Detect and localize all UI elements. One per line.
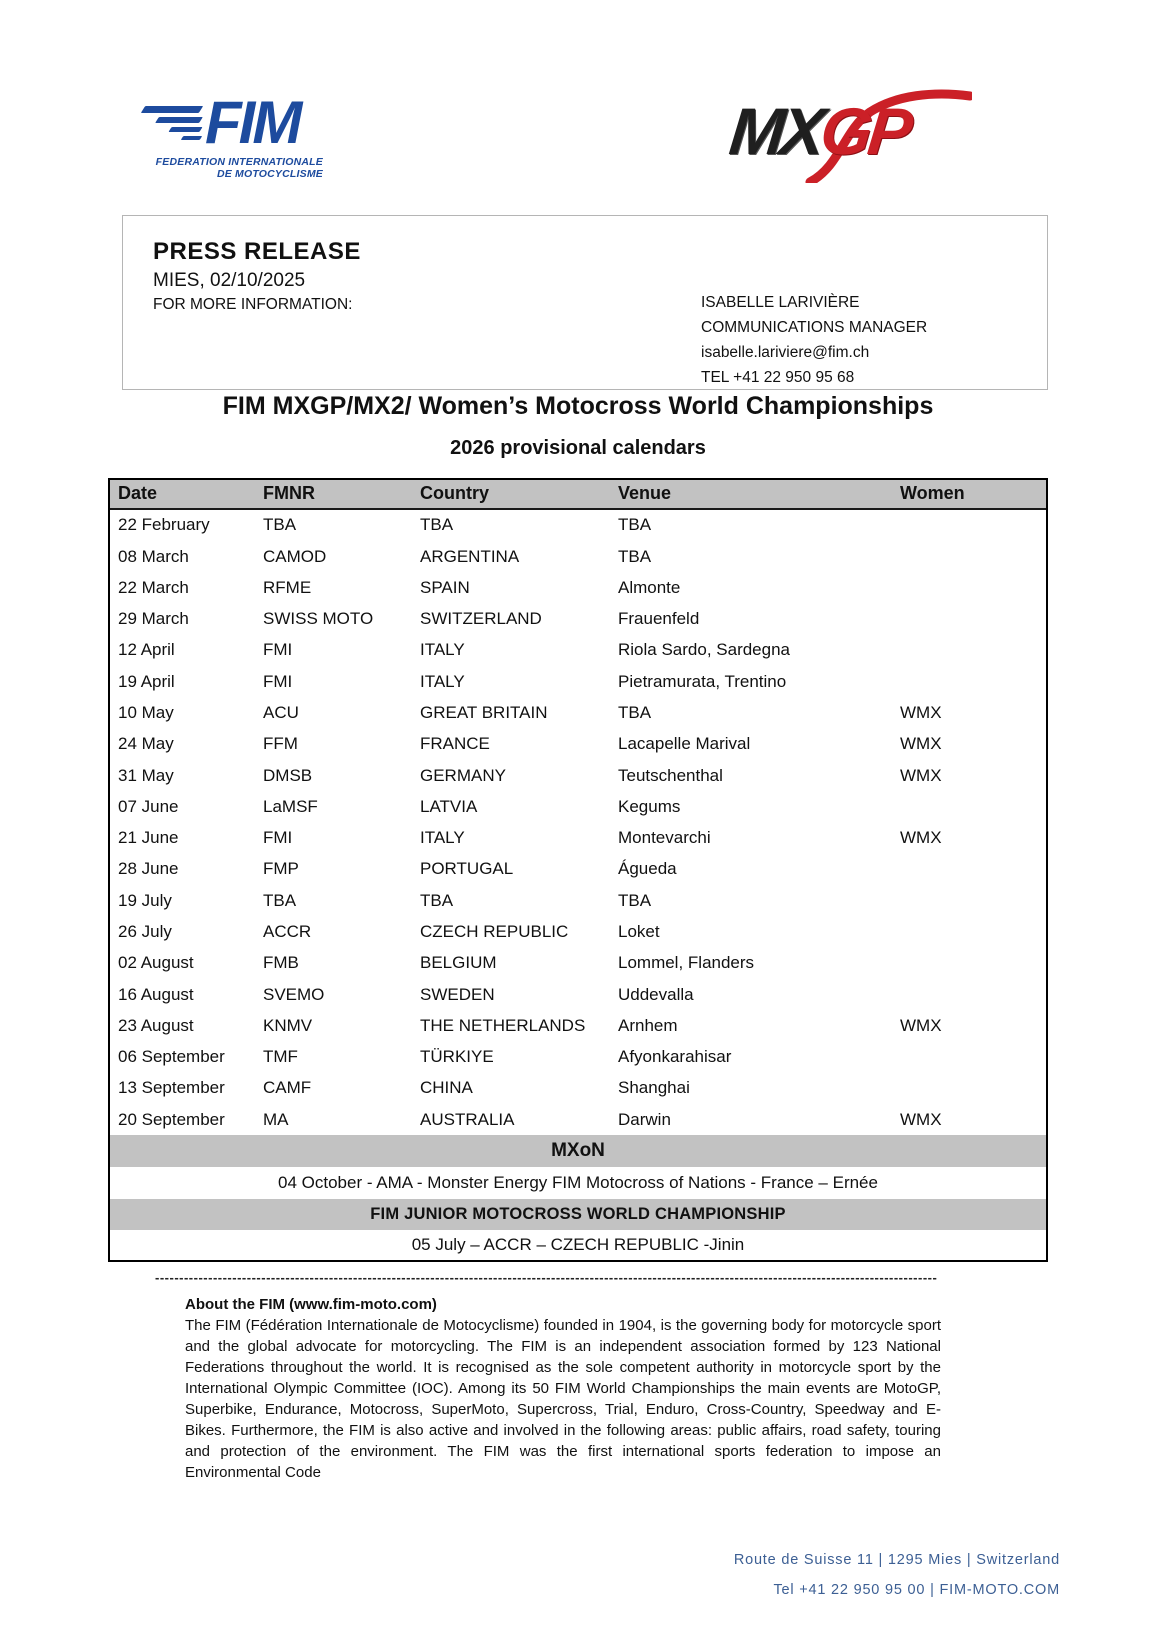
contact-role: COMMUNICATIONS MANAGER — [701, 319, 928, 336]
table-cell: FFM — [263, 734, 298, 754]
press-release-dateline: MIES, 02/10/2025 — [153, 270, 306, 291]
junior-entry: 05 July – ACCR – CZECH REPUBLIC -Jinin — [411, 1235, 745, 1255]
table-cell: TBA — [618, 515, 652, 535]
table-cell: Teutschenthal — [618, 765, 723, 785]
table-cell: Uddevalla — [618, 984, 694, 1004]
table-cell: Afyonkarahisar — [618, 1047, 732, 1067]
table-row — [110, 979, 1046, 1010]
table-cell: FMI — [263, 828, 293, 848]
table-cell: SWEDEN — [420, 984, 495, 1004]
table-cell: LaMSF — [263, 796, 318, 816]
table-cell: SWITZERLAND — [420, 609, 542, 629]
table-cell: DMSB — [263, 765, 313, 785]
table-cell: 19 April — [118, 671, 175, 691]
table-cell: 20 September — [118, 1109, 225, 1129]
table-cell: Almonte — [618, 577, 681, 597]
table-cell: FMI — [263, 640, 293, 660]
table-cell: WMX — [900, 828, 942, 848]
table-cell: 26 July — [118, 922, 172, 942]
table-row — [110, 635, 1046, 666]
table-cell: THE NETHERLANDS — [420, 1015, 586, 1035]
contact-tel: TEL +41 22 950 95 68 — [701, 369, 855, 386]
table-row — [110, 916, 1046, 947]
table-row — [110, 1010, 1046, 1041]
table-cell: CAMOD — [263, 546, 327, 566]
table-cell: Shanghai — [618, 1078, 690, 1098]
table-cell: TMF — [263, 1047, 298, 1067]
mxgp-mx-text: MX — [726, 94, 825, 168]
column-header-women: Women — [900, 483, 965, 504]
fim-logo-text: FIM — [205, 89, 300, 156]
table-cell: 13 September — [118, 1078, 225, 1098]
table-row — [110, 666, 1046, 697]
table-cell: ACU — [263, 703, 299, 723]
table-row — [110, 1073, 1046, 1104]
about-heading: About the FIM (www.fim-moto.com) — [185, 1296, 437, 1313]
table-cell: ITALY — [420, 640, 465, 660]
calendar-rows — [110, 510, 1046, 1136]
table-cell: KNMV — [263, 1015, 313, 1035]
table-cell: TÜRKIYE — [420, 1047, 494, 1067]
table-row — [110, 572, 1046, 603]
table-cell: Lommel, Flanders — [618, 953, 755, 973]
table-cell: 28 June — [118, 859, 179, 879]
column-header-venue: Venue — [618, 483, 672, 504]
table-cell: Pietramurata, Trentino — [618, 671, 787, 691]
table-cell: ITALY — [420, 828, 465, 848]
table-row — [110, 1104, 1046, 1135]
press-release-title: PRESS RELEASE — [153, 238, 361, 265]
table-cell: ITALY — [420, 671, 465, 691]
press-release-box — [122, 215, 1048, 390]
mxgp-logo — [722, 88, 972, 183]
table-cell: 19 July — [118, 890, 172, 910]
contact-email: isabelle.lariviere@fim.ch — [701, 344, 870, 361]
table-cell: 24 May — [118, 734, 174, 754]
junior-section-header: FIM JUNIOR MOTOCROSS WORLD CHAMPIONSHIP — [110, 1199, 1046, 1231]
table-cell: AUSTRALIA — [420, 1109, 515, 1129]
table-cell: Kegums — [618, 796, 681, 816]
table-cell: 31 May — [118, 765, 174, 785]
table-cell: CZECH REPUBLIC — [420, 922, 569, 942]
table-row — [110, 510, 1046, 541]
table-cell: LATVIA — [420, 796, 478, 816]
footer-contact-line: Tel +41 22 950 95 00 | FIM-MOTO.COM — [773, 1582, 1060, 1598]
table-cell: CAMF — [263, 1078, 312, 1098]
table-cell: RFME — [263, 577, 312, 597]
contact-block — [701, 290, 927, 390]
table-cell: Darwin — [618, 1109, 671, 1129]
table-cell: 12 April — [118, 640, 175, 660]
table-row — [110, 1042, 1046, 1073]
table-cell: TBA — [263, 890, 297, 910]
fim-logo-subline1: FEDERATION INTERNATIONALE — [155, 156, 323, 168]
table-cell: TBA — [263, 515, 297, 535]
table-cell: 22 March — [118, 577, 189, 597]
table-cell: GERMANY — [420, 765, 506, 785]
table-cell: WMX — [900, 1015, 942, 1035]
contact-name: ISABELLE LARIVIÈRE — [701, 294, 860, 311]
mxon-section-header: MXoN — [110, 1135, 1046, 1167]
table-cell: 06 September — [118, 1047, 225, 1067]
table-cell: ACCR — [263, 922, 312, 942]
table-cell: WMX — [900, 734, 942, 754]
table-cell: WMX — [900, 765, 942, 785]
table-cell: 21 June — [118, 828, 179, 848]
table-cell: Arnhem — [618, 1015, 678, 1035]
table-row — [110, 885, 1046, 916]
table-cell: TBA — [618, 703, 652, 723]
table-cell: Montevarchi — [618, 828, 711, 848]
table-cell: 10 May — [118, 703, 174, 723]
table-row — [110, 791, 1046, 822]
table-row — [110, 541, 1046, 572]
table-row — [110, 697, 1046, 728]
table-row — [110, 604, 1046, 635]
table-cell: Loket — [618, 922, 660, 942]
table-cell: Riola Sardo, Sardegna — [618, 640, 791, 660]
table-cell: TBA — [618, 890, 652, 910]
table-cell: SPAIN — [420, 577, 470, 597]
table-cell: PORTUGAL — [420, 859, 514, 879]
table-cell: 23 August — [118, 1015, 194, 1035]
table-cell: 29 March — [118, 609, 189, 629]
table-cell: BELGIUM — [420, 953, 497, 973]
fim-logo-subtitle — [143, 156, 323, 180]
mxon-entry: 04 October - AMA - Monster Energy FIM Motocross of Nations - France – Ernée — [278, 1172, 878, 1192]
table-cell: TBA — [420, 890, 454, 910]
mxgp-logo-text — [726, 96, 912, 166]
table-header-row — [110, 480, 1046, 510]
page-footer — [734, 1545, 1060, 1605]
table-cell: MA — [263, 1109, 289, 1129]
table-cell: TBA — [618, 546, 652, 566]
table-cell: 08 March — [118, 546, 189, 566]
dashed-separator: ------------------------------------------------------------------------------------------------------------------------------------------------------------------ — [155, 1270, 938, 1285]
table-row — [110, 948, 1046, 979]
table-cell: FMI — [263, 671, 293, 691]
table-cell: Frauenfeld — [618, 609, 700, 629]
calendar-table — [108, 478, 1048, 1262]
table-cell: WMX — [900, 1109, 942, 1129]
table-cell: Águeda — [618, 859, 677, 879]
fim-logo — [143, 89, 323, 197]
table-cell: SWISS MOTO — [263, 609, 374, 629]
table-cell: 22 February — [118, 515, 210, 535]
column-header-country: Country — [420, 483, 489, 504]
table-cell: WMX — [900, 703, 942, 723]
table-cell: 16 August — [118, 984, 194, 1004]
footer-address-line: Route de Suisse 11 | 1295 Mies | Switzerland — [733, 1552, 1060, 1568]
table-cell: FRANCE — [420, 734, 490, 754]
table-row — [110, 760, 1046, 791]
more-information-label: FOR MORE INFORMATION: — [153, 296, 353, 313]
table-cell: FMP — [263, 859, 299, 879]
column-header-fmnr: FMNR — [263, 483, 315, 504]
table-cell: SVEMO — [263, 984, 325, 1004]
table-cell: 02 August — [118, 953, 194, 973]
fim-logo-subline2: DE MOTOCYCLISME — [216, 168, 323, 180]
table-cell: ARGENTINA — [420, 546, 520, 566]
document-title: FIM MXGP/MX2/ Women’s Motocross World Championships — [222, 392, 934, 420]
fim-wing-icon — [143, 106, 201, 140]
table-cell: CHINA — [420, 1078, 473, 1098]
table-cell: Lacapelle Marival — [618, 734, 751, 754]
column-header-date: Date — [118, 483, 158, 504]
table-cell: TBA — [420, 515, 454, 535]
table-cell: 07 June — [118, 796, 179, 816]
table-cell: GREAT BRITAIN — [420, 703, 548, 723]
document-subtitle: 2026 provisional calendars — [450, 437, 706, 459]
about-body: The FIM (Fédération Internationale de Motocyclisme) founded in 1904, is the governing body for motorcycle sport and the global advocate for motorcycling. The FIM is an independent association formed by 123 National Federations throughout the world. It is recognised as the sole competent authority in motorcycle sport by the International Olympic Committee (IOC). Among its 50 FIM World Championships the main events are MotoGP, Superbike, Endurance, Motocross, SuperMoto, Supercross, Trial, Enduro, Cross-Country, Speedway and E-Bikes. Furthermore, the FIM is also active and involved in the following areas: public affairs, road safety, touring and protection of the environment. The FIM was the first international sports federation to impose an Environmental Code — [185, 1317, 941, 1481]
table-row — [110, 823, 1046, 854]
table-row — [110, 854, 1046, 885]
about-section — [185, 1296, 941, 1483]
mxgp-gp-text: GP — [817, 94, 913, 168]
table-cell: FMB — [263, 953, 299, 973]
table-row — [110, 729, 1046, 760]
